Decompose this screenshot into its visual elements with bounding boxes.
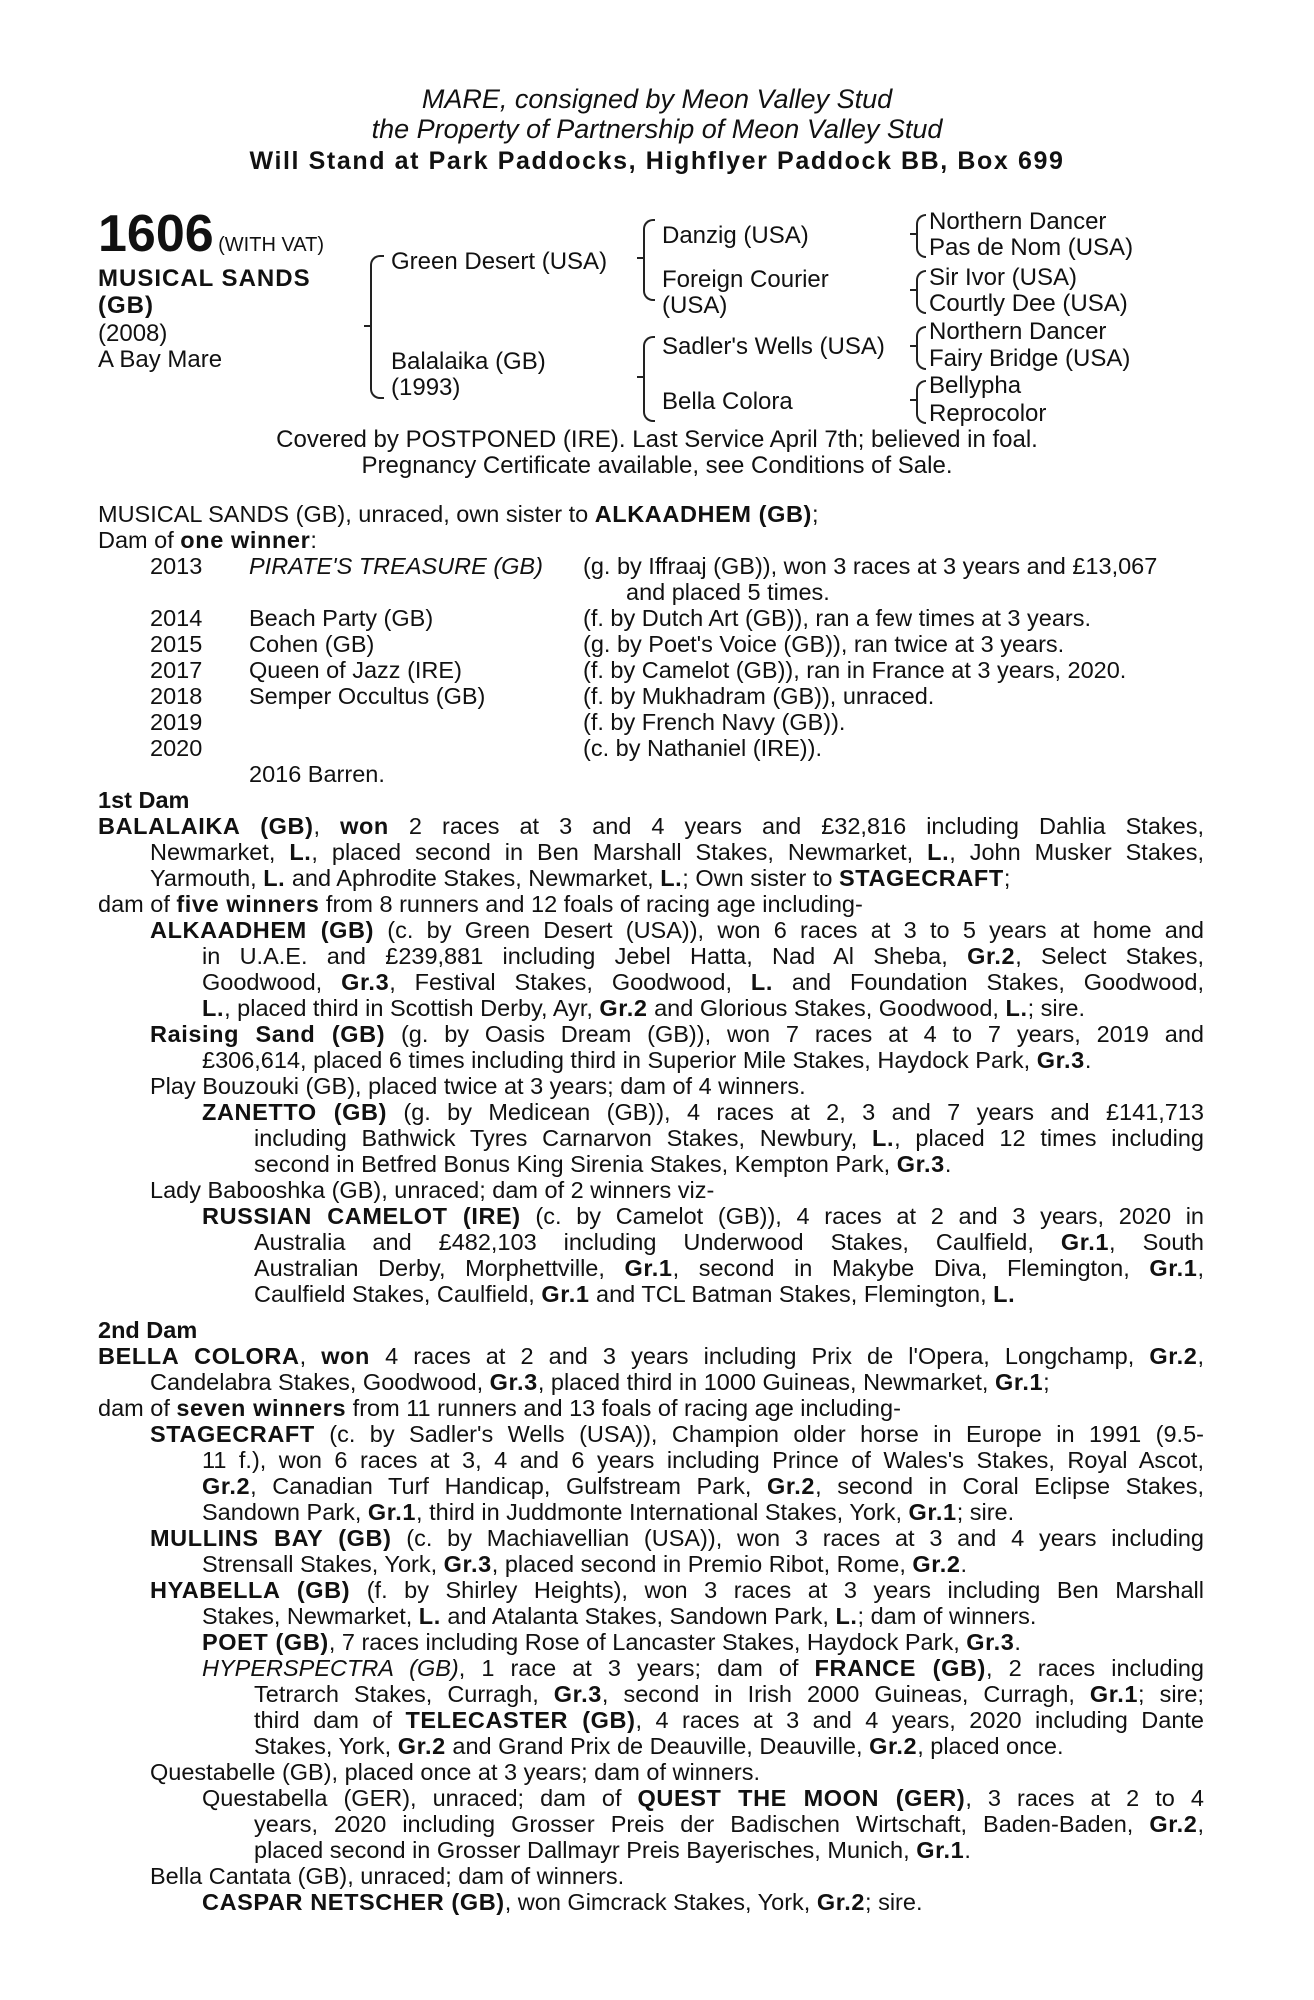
text-run: including Bathwick Tyres Carnarvon Stakes, Newbury, xyxy=(254,1125,873,1151)
bracket-dam xyxy=(643,336,655,422)
text-run: 4 races at 2 and 3 years including Prix de l'Opera, Longchamp, xyxy=(370,1343,1150,1369)
text-run: dam of xyxy=(98,891,177,917)
text-run: L. xyxy=(927,839,950,865)
text-run: 2 races at 3 and 4 years and £32,816 including Dahlia Stakes, xyxy=(388,813,1204,839)
text-run: QUEST THE MOON (GER) xyxy=(637,1785,966,1811)
text-run: (c. by Sadler's Wells (USA)), Champion older horse in Europe in 1991 (9.5- xyxy=(314,1421,1204,1447)
text-run: Australia and £482,103 including Underwood Stakes, Caulfield, xyxy=(254,1229,1061,1255)
text-run: , South xyxy=(1109,1229,1204,1255)
bracket-sd xyxy=(916,270,926,314)
lot-number: 1606 xyxy=(98,205,214,263)
horse-name: MUSICAL SANDS xyxy=(98,265,311,292)
produce-year: 2014 xyxy=(150,605,203,631)
text-run: L. xyxy=(872,1125,895,1151)
text-run: . xyxy=(944,1151,952,1177)
produce-name: Queen of Jazz (IRE) xyxy=(249,657,462,683)
text-run: POET (GB) xyxy=(202,1629,329,1655)
produce-year: 2018 xyxy=(150,683,203,709)
text-run: ; sire; xyxy=(1138,1681,1204,1707)
text-run: , placed third in 1000 Guineas, Newmarket, xyxy=(537,1369,995,1395)
bracket-dd xyxy=(916,380,926,424)
bracket-main-tick xyxy=(364,325,372,327)
text-run: , Select Stakes, xyxy=(1015,943,1204,969)
lot-number-row xyxy=(98,204,324,264)
b3-line-b xyxy=(202,1604,1036,1629)
text-run: (f. by Shirley Heights), won 3 races at 3 years including Ben Marshall xyxy=(350,1577,1204,1603)
text-run: Yarmouth, xyxy=(150,865,264,891)
text-run: Candelabra Stakes, Goodwood, xyxy=(150,1369,490,1395)
intro-line-1 xyxy=(98,502,819,527)
ped-dds: Bellypha xyxy=(929,372,1022,399)
text-run: ; sire. xyxy=(1027,995,1086,1021)
intro-dam: Dam of xyxy=(98,527,181,553)
text-run: , third in Juddmonte International Stakes, York, xyxy=(416,1499,909,1525)
text-run: Gr.1 xyxy=(1089,1681,1139,1707)
produce-year: 2013 xyxy=(150,553,203,579)
produce-desc: (f. by Mukhadram (GB)), unraced. xyxy=(583,683,935,709)
text-run: won xyxy=(340,813,389,839)
b5-line-a xyxy=(202,1656,1204,1681)
b7-line-a xyxy=(202,1786,1204,1811)
text-run: , 1 race at 3 years; dam of xyxy=(458,1655,815,1681)
text-run: five winners xyxy=(176,891,320,917)
text-run: (c. by Green Desert (USA)), won 6 races at 3 to 5 years at home and xyxy=(374,917,1205,943)
p1-line-c xyxy=(150,866,1010,891)
text-run: Gr.1 xyxy=(1060,1229,1110,1255)
text-run: (g. by Medicean (GB)), 4 races at 2, 3 and 7 years and £141,713 xyxy=(387,1099,1204,1125)
a4-line-b xyxy=(254,1126,1204,1151)
text-run: , placed once. xyxy=(917,1733,1064,1759)
text-run: and Atalanta Stakes, Sandown Park, xyxy=(440,1603,836,1629)
text-run: , xyxy=(1197,1343,1205,1369)
text-run: Gr.1 xyxy=(624,1255,673,1281)
vat-label: (WITH VAT) xyxy=(218,234,325,256)
text-run: £306,614, placed 6 times including third in Superior Mile Stakes, Haydock Park, xyxy=(202,1047,1037,1073)
text-run: Newmarket, xyxy=(150,839,290,865)
text-run: . xyxy=(1014,1629,1021,1655)
text-run: Gr.3 xyxy=(966,1629,1015,1655)
text-run: , 3 races at 2 to 4 xyxy=(965,1785,1204,1811)
b1-line-b: 11 f.), won 6 races at 3, 4 and 6 years including Prince of Wales's Stakes, Royal Ascot, xyxy=(202,1447,1204,1473)
second-dam-heading: 2nd Dam xyxy=(98,1317,198,1343)
text-run: Gr.2 xyxy=(766,1473,816,1499)
text-run: (c. by Camelot (GB)), 4 races at 2 and 3 years, 2020 in xyxy=(520,1203,1204,1229)
b7-line-b xyxy=(254,1812,1204,1837)
first-dam-heading: 1st Dam xyxy=(98,787,190,813)
text-run: Sandown Park, xyxy=(202,1499,368,1525)
text-run: Gr.2 xyxy=(1149,1811,1198,1837)
b1-line-c xyxy=(202,1474,1204,1499)
bracket-sire-tick xyxy=(637,257,645,259)
produce-name: Beach Party (GB) xyxy=(249,605,434,631)
p2-line-a xyxy=(98,1344,1204,1369)
text-run: Gr.3 xyxy=(896,1151,945,1177)
produce-desc: (c. by Nathaniel (IRE)). xyxy=(583,735,822,761)
produce-desc: (f. by Camelot (GB)), ran in France at 3 years, 2020. xyxy=(583,657,1127,683)
text-run: , second in Coral Eclipse Stakes, xyxy=(815,1473,1204,1499)
text-run: ; Own sister to xyxy=(682,865,839,891)
ped-dam-2: (1993) xyxy=(391,374,461,401)
text-run: , 2 races including xyxy=(985,1655,1204,1681)
text-run: , xyxy=(299,1343,322,1369)
text-run: Gr.2 xyxy=(397,1733,446,1759)
ped-sd-2: (USA) xyxy=(662,292,728,319)
produce-name: Semper Occultus (GB) xyxy=(249,683,486,709)
text-run: years, 2020 including Grosser Preis der Badischen Wirtschaft, Baden-Baden, xyxy=(254,1811,1150,1837)
produce-name: PIRATE'S TREASURE (GB) xyxy=(249,553,543,579)
text-run: , John Musker Stakes, xyxy=(949,839,1204,865)
text-run: ; sire. xyxy=(956,1499,1015,1525)
produce-year: 2019 xyxy=(150,709,203,735)
text-run: HYPERSPECTRA (GB) xyxy=(202,1655,459,1681)
text-run: Gr.3 xyxy=(443,1551,492,1577)
text-run: placed second in Grosser Dallmayr Preis Bayerisches, Munich, xyxy=(254,1837,917,1863)
intro-colon: : xyxy=(310,527,317,553)
intro-line-2 xyxy=(98,528,317,553)
text-run: Gr.2 xyxy=(202,1473,251,1499)
bracket-sd-tick xyxy=(910,289,918,291)
text-run: (g. by Oasis Dream (GB)), won 7 races at 4 to 7 years, 2019 and xyxy=(385,1021,1204,1047)
a5-line: Lady Babooshka (GB), unraced; dam of 2 winners viz- xyxy=(150,1177,715,1203)
text-run: in U.A.E. and £239,881 including Jebel Hatta, Nad Al Sheba, xyxy=(202,943,968,969)
text-run: Strensall Stakes, York, xyxy=(202,1551,444,1577)
produce-desc-2: and placed 5 times. xyxy=(626,579,830,605)
bracket-ss xyxy=(916,214,926,258)
a6-line-a xyxy=(202,1204,1204,1229)
horse-description: A Bay Mare xyxy=(98,346,223,373)
text-run: Gr.3 xyxy=(341,969,390,995)
barren-note: 2016 Barren. xyxy=(249,761,385,787)
text-run: (c. by Machiavellian (USA)), won 3 races at 3 and 4 years including xyxy=(391,1525,1204,1551)
produce-desc: (f. by Dutch Art (GB)), ran a few times at 3 years. xyxy=(583,605,1092,631)
a4-line-c xyxy=(254,1152,951,1177)
a4-line-a xyxy=(202,1100,1204,1125)
text-run: BELLA COLORA xyxy=(98,1343,300,1369)
text-run: TELECASTER (GB) xyxy=(405,1707,636,1733)
b2-line-a xyxy=(150,1526,1204,1551)
header-line-2: the Property of Partnership of Meon Valley Stud xyxy=(371,114,943,144)
text-run: Gr.1 xyxy=(367,1499,417,1525)
text-run: RUSSIAN CAMELOT (IRE) xyxy=(202,1203,521,1229)
text-run: Gr.2 xyxy=(599,995,648,1021)
b7-line-c xyxy=(254,1838,971,1863)
a2-line-a xyxy=(150,1022,1204,1047)
intro-winners: one winner xyxy=(180,527,311,553)
text-run: Gr.3 xyxy=(489,1369,538,1395)
p2-line-c xyxy=(98,1396,901,1421)
text-run: Stakes, Newmarket, xyxy=(202,1603,419,1629)
text-run: Gr.1 xyxy=(995,1369,1044,1395)
horse-year: (2008) xyxy=(98,320,168,347)
a2-line-b xyxy=(202,1048,1091,1073)
text-run: second in Betfred Bonus King Sirenia Stakes, Kempton Park, xyxy=(254,1151,897,1177)
text-run: L. xyxy=(835,1603,858,1629)
produce-year: 2020 xyxy=(150,735,203,761)
text-run: Gr.3 xyxy=(553,1681,602,1707)
produce-name: Cohen (GB) xyxy=(249,631,375,657)
text-run: Gr.2 xyxy=(967,943,1016,969)
text-run: , won Gimcrack Stakes, York, xyxy=(504,1889,817,1915)
text-run: , second in Irish 2000 Guineas, Curragh, xyxy=(601,1681,1090,1707)
text-run: Gr.1 xyxy=(916,1837,965,1863)
text-run: L. xyxy=(750,969,774,995)
text-run: ; dam of winners. xyxy=(857,1603,1037,1629)
b1-line-d xyxy=(202,1500,1014,1525)
text-run: FRANCE (GB) xyxy=(814,1655,986,1681)
text-run: . xyxy=(960,1551,968,1577)
text-run: L. xyxy=(263,865,286,891)
text-run: and Aphrodite Stakes, Newmarket, xyxy=(285,865,661,891)
text-run: ZANETTO (GB) xyxy=(202,1099,388,1125)
bracket-sire xyxy=(643,219,655,301)
text-run: , xyxy=(1197,1811,1204,1837)
a1-line-b xyxy=(202,944,1204,969)
b8-line: Bella Cantata (GB), unraced; dam of winners. xyxy=(150,1863,625,1889)
text-run: Gr.2 xyxy=(869,1733,918,1759)
text-run: and Glorious Stakes, Goodwood, xyxy=(647,995,1006,1021)
text-run: , placed 12 times including xyxy=(894,1125,1204,1151)
intro-end: ; xyxy=(811,501,819,527)
ped-ss: Danzig (USA) xyxy=(662,222,809,249)
text-run: , xyxy=(1197,1255,1204,1281)
text-run: , 4 races at 3 and 4 years, 2020 including Dante xyxy=(635,1707,1204,1733)
p1-line-b xyxy=(150,840,1204,865)
ped-dsd: Fairy Bridge (USA) xyxy=(929,345,1131,372)
text-run: and TCL Batman Stakes, Flemington, xyxy=(589,1281,994,1307)
intro-text: MUSICAL SANDS (GB), unraced, own sister to xyxy=(98,501,595,527)
text-run: Caulfield Stakes, Caulfield, xyxy=(254,1281,542,1307)
text-run: dam of xyxy=(98,1395,177,1421)
text-run: STAGECRAFT xyxy=(150,1421,315,1447)
ped-dss: Northern Dancer xyxy=(929,318,1107,345)
ped-ds: Sadler's Wells (USA) xyxy=(662,333,885,360)
text-run: Gr.1 xyxy=(541,1281,590,1307)
text-run: Gr.1 xyxy=(1149,1255,1198,1281)
b5-line-b xyxy=(254,1682,1204,1707)
header-line-3: Will Stand at Park Paddocks, Highflyer Paddock BB, Box 699 xyxy=(249,147,1065,175)
produce-year: 2015 xyxy=(150,631,203,657)
text-run: BALALAIKA (GB) xyxy=(98,813,314,839)
p2-line-b xyxy=(150,1370,1050,1395)
text-run: L. xyxy=(993,1281,1016,1307)
ped-sdd: Courtly Dee (USA) xyxy=(929,290,1128,317)
b5-line-d xyxy=(254,1734,1064,1759)
produce-desc: (g. by Iffraaj (GB)), won 3 races at 3 years and £13,067 xyxy=(583,553,1158,579)
text-run: L. xyxy=(1005,995,1028,1021)
text-run: L. xyxy=(202,995,225,1021)
produce-desc: (g. by Poet's Voice (GB)), ran twice at 3 years. xyxy=(583,631,1065,657)
p1-line-d xyxy=(98,892,863,917)
p1-line-a xyxy=(98,814,1204,839)
b9-line xyxy=(202,1890,922,1915)
text-run: Gr.3 xyxy=(1036,1047,1085,1073)
text-run: Gr.2 xyxy=(912,1551,961,1577)
covered-line-2: Pregnancy Certificate available, see Conditions of Sale. xyxy=(361,452,953,479)
text-run: from 11 runners and 13 foals of racing age including- xyxy=(346,1395,901,1421)
ped-ddd: Reprocolor xyxy=(929,400,1047,427)
ped-ssd: Pas de Nom (USA) xyxy=(929,234,1134,261)
text-run: , Festival Stakes, Goodwood, xyxy=(389,969,751,995)
b4-line xyxy=(202,1630,1021,1655)
text-run: Questabella (GER), unraced; dam of xyxy=(202,1785,638,1811)
ped-sss: Northern Dancer xyxy=(929,208,1107,235)
text-run: seven winners xyxy=(176,1395,347,1421)
text-run: Stakes, York, xyxy=(254,1733,398,1759)
text-run: . xyxy=(1084,1047,1092,1073)
ped-sd-1: Foreign Courier xyxy=(662,266,829,293)
text-run: Goodwood, xyxy=(202,969,342,995)
text-run: Gr.2 xyxy=(1149,1343,1198,1369)
a6-line-c xyxy=(254,1256,1204,1281)
text-run: , placed second in Ben Marshall Stakes, Newmarket, xyxy=(311,839,928,865)
text-run: , placed third in Scottish Derby, Ayr, xyxy=(224,995,600,1021)
bracket-dd-tick xyxy=(910,399,918,401)
bracket-ds xyxy=(916,326,926,370)
horse-country: (GB) xyxy=(98,292,154,319)
bracket-ss-tick xyxy=(910,233,918,235)
ped-sds: Sir Ivor (USA) xyxy=(929,264,1078,291)
b6-line: Questabelle (GB), placed once at 3 years; dam of winners. xyxy=(150,1759,761,1785)
text-run: Gr.2 xyxy=(816,1889,866,1915)
text-run: Raising Sand (GB) xyxy=(150,1021,386,1047)
intro-sister: ALKAADHEM (GB) xyxy=(594,501,812,527)
text-run: HYABELLA (GB) xyxy=(150,1577,351,1603)
text-run: L. xyxy=(418,1603,441,1629)
text-run: , Canadian Turf Handicap, Gulfstream Park, xyxy=(250,1473,767,1499)
text-run: MULLINS BAY (GB) xyxy=(150,1525,392,1551)
text-run: , second in Makybe Diva, Flemington, xyxy=(672,1255,1150,1281)
text-run: ; xyxy=(1043,1369,1050,1395)
b1-line-a xyxy=(150,1422,1204,1447)
b5-line-c xyxy=(254,1708,1204,1733)
text-run: Gr.1 xyxy=(908,1499,957,1525)
bracket-main xyxy=(370,255,384,399)
text-run: L. xyxy=(660,865,683,891)
text-run: Tetrarch Stakes, Curragh, xyxy=(254,1681,554,1707)
a6-line-b xyxy=(254,1230,1204,1255)
text-run: won xyxy=(321,1343,370,1369)
bracket-ds-tick xyxy=(910,345,918,347)
a1-line-c xyxy=(202,970,1204,995)
text-run: third dam of xyxy=(254,1707,406,1733)
bracket-dam-tick xyxy=(637,376,645,378)
header-line-1: MARE, consigned by Meon Valley Stud xyxy=(421,84,893,114)
text-run: ALKAADHEM (GB) xyxy=(150,917,374,943)
text-run: L. xyxy=(289,839,312,865)
covered-line-1: Covered by POSTPONED (IRE). Last Service April 7th; believed in foal. xyxy=(276,426,1038,453)
text-run: . xyxy=(964,1837,971,1863)
produce-year: 2017 xyxy=(150,657,203,683)
text-run: ; xyxy=(1003,865,1011,891)
a1-line-a xyxy=(150,918,1204,943)
text-run: , xyxy=(313,813,341,839)
text-run: , 7 races including Rose of Lancaster Stakes, Haydock Park, xyxy=(328,1629,967,1655)
ped-sire: Green Desert (USA) xyxy=(391,248,608,275)
produce-desc: (f. by French Navy (GB)). xyxy=(583,709,846,735)
text-run: ; sire. xyxy=(865,1889,923,1915)
a3-line: Play Bouzouki (GB), placed twice at 3 years; dam of 4 winners. xyxy=(150,1073,806,1099)
ped-dd: Bella Colora xyxy=(662,388,793,415)
text-run: , placed second in Premio Ribot, Rome, xyxy=(491,1551,913,1577)
ped-dam-1: Balalaika (GB) xyxy=(391,348,546,375)
b2-line-b xyxy=(202,1552,967,1577)
text-run: and Grand Prix de Deauville, Deauville, xyxy=(445,1733,870,1759)
a1-line-d xyxy=(202,996,1085,1021)
text-run: STAGECRAFT xyxy=(839,865,1004,891)
a6-line-d xyxy=(254,1282,1015,1307)
b3-line-a xyxy=(150,1578,1204,1603)
text-run: and Foundation Stakes, Goodwood, xyxy=(773,969,1204,995)
text-run: CASPAR NETSCHER (GB) xyxy=(202,1889,505,1915)
text-run: Australian Derby, Morphettville, xyxy=(254,1255,625,1281)
text-run: from 8 runners and 12 foals of racing age including- xyxy=(319,891,863,917)
